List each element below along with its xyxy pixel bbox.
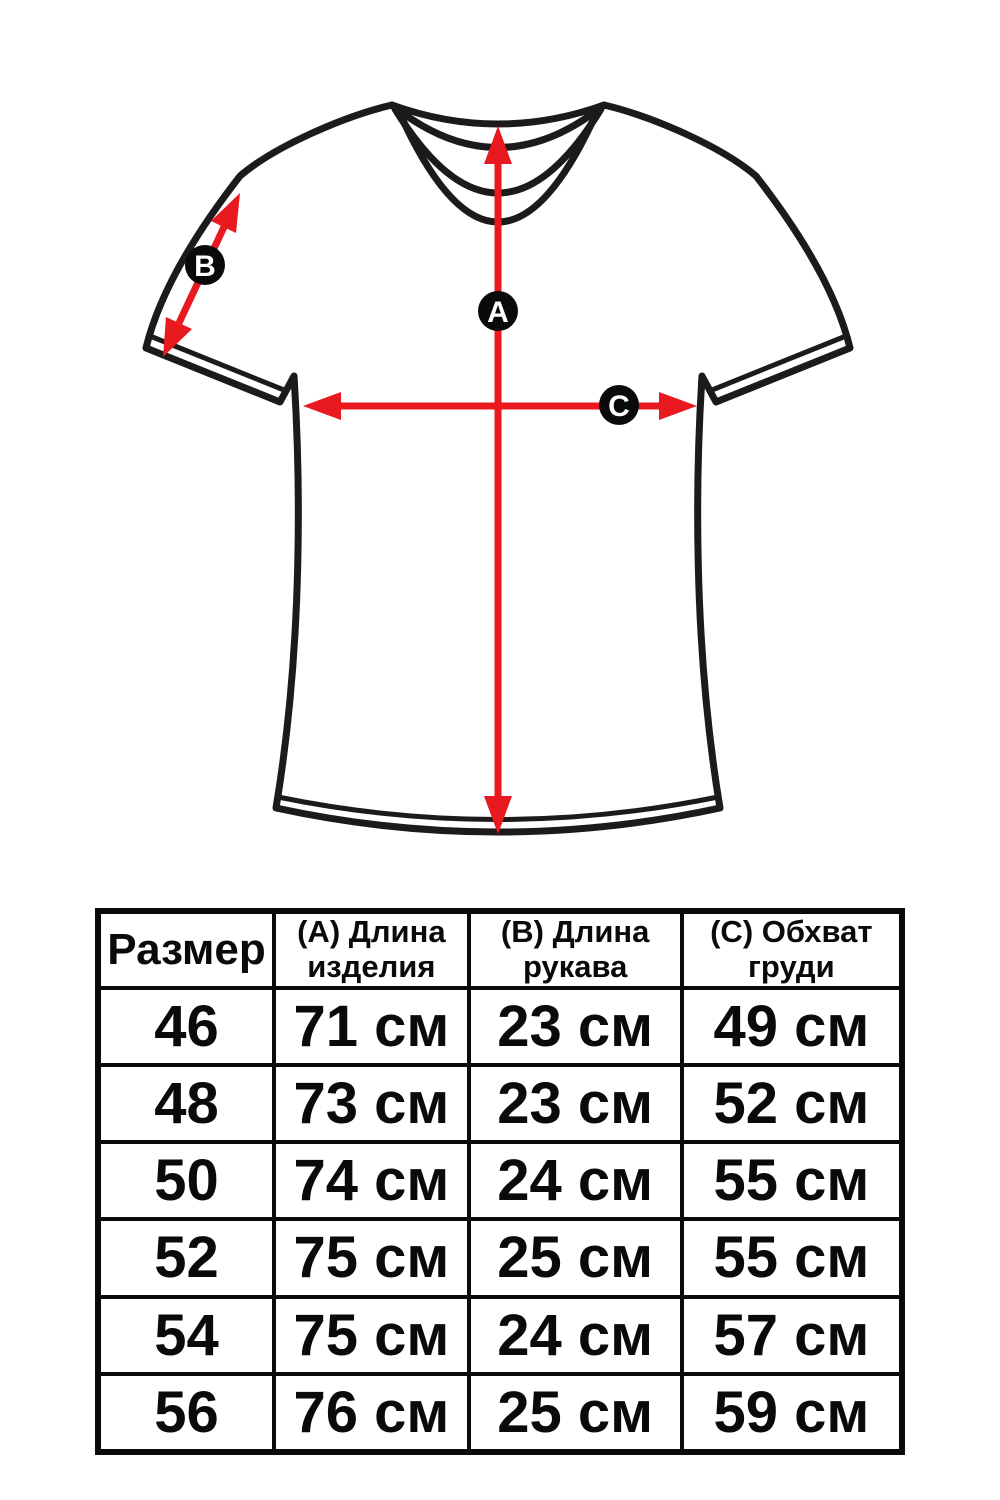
size-cell: 50 [98, 1142, 274, 1219]
header-length-a: (А) Длина изделия [274, 911, 469, 988]
sleeve-cell: 23 см [469, 1065, 682, 1142]
size-cell: 52 [98, 1219, 274, 1296]
sleeve-cell: 24 см [469, 1297, 682, 1374]
marker-b-label: B [194, 250, 216, 283]
table-row-size-50 [98, 1142, 902, 1219]
sleeve-cell: 23 см [469, 988, 682, 1065]
size-cell: 48 [98, 1065, 274, 1142]
length-cell: 75 см [274, 1219, 469, 1296]
table-row-size-52 [98, 1219, 902, 1296]
sleeve-cell: 25 см [469, 1374, 682, 1452]
header-size: Размер [98, 911, 274, 988]
chest-cell: 59 см [682, 1374, 902, 1452]
table-row-size-54 [98, 1297, 902, 1374]
chest-cell: 57 см [682, 1297, 902, 1374]
sleeve-cell: 25 см [469, 1219, 682, 1296]
sleeve-cell: 24 см [469, 1142, 682, 1219]
chest-cell: 52 см [682, 1065, 902, 1142]
header-sleeve-b: (В) Длина рукава [469, 911, 682, 988]
table-row-size-48 [98, 1065, 902, 1142]
table-row-size-46 [98, 988, 902, 1065]
size-cell: 56 [98, 1374, 274, 1452]
size-cell: 54 [98, 1297, 274, 1374]
size-cell: 46 [98, 988, 274, 1065]
length-cell: 74 см [274, 1142, 469, 1219]
header-row [98, 911, 902, 988]
marker-a-label: A [487, 296, 509, 329]
length-cell: 75 см [274, 1297, 469, 1374]
size-table [95, 908, 905, 1455]
length-cell: 73 см [274, 1065, 469, 1142]
chest-cell: 49 см [682, 988, 902, 1065]
length-cell: 71 см [274, 988, 469, 1065]
marker-c-label: C [608, 390, 630, 423]
chest-cell: 55 см [682, 1142, 902, 1219]
size-table-container [95, 908, 905, 1455]
length-cell: 76 см [274, 1374, 469, 1452]
table-row-size-56 [98, 1374, 902, 1452]
header-chest-c: (С) Обхват груди [682, 911, 902, 988]
chest-cell: 55 см [682, 1219, 902, 1296]
